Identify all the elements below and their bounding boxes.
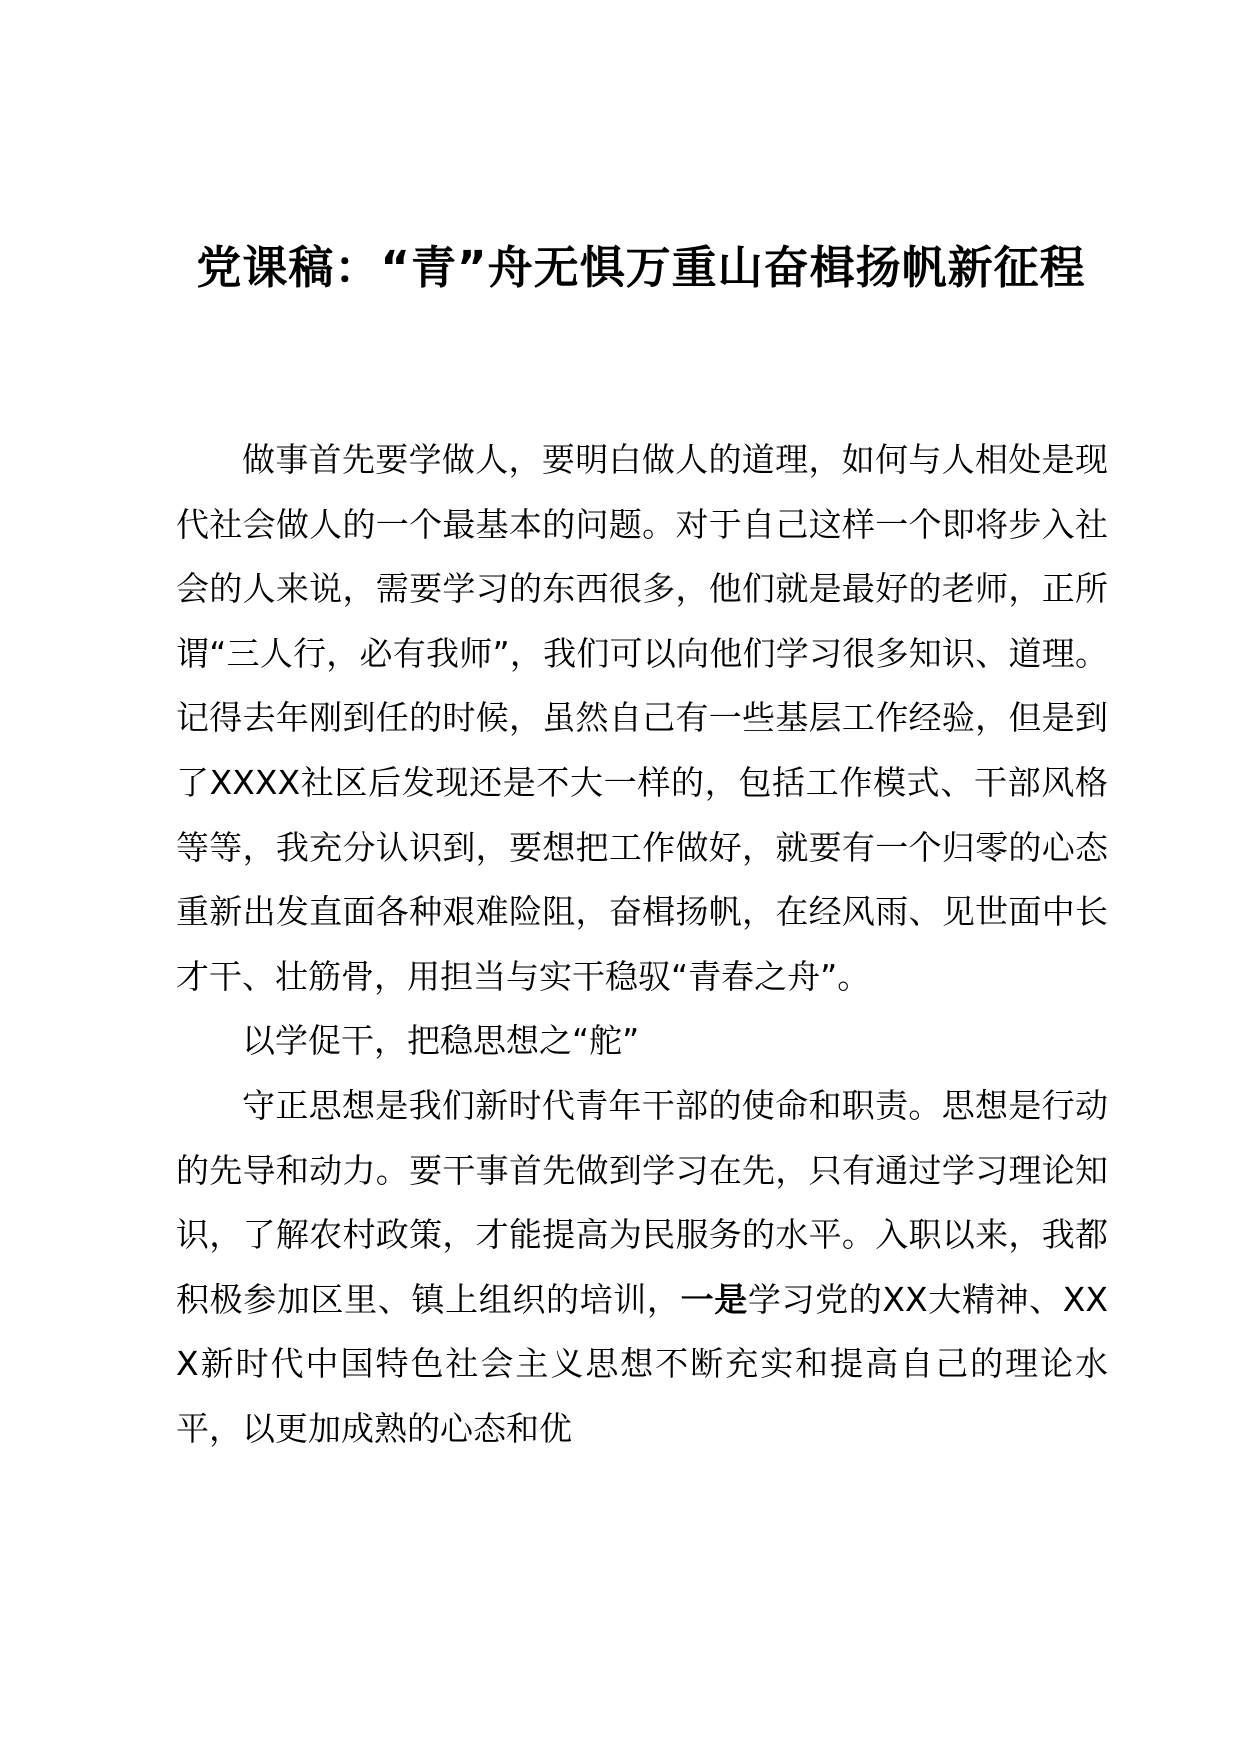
section-heading: 以学促干，把稳思想之“舵”: [242, 1021, 640, 1061]
paragraph-study: [176, 1074, 1108, 1462]
document-body: [176, 428, 1108, 1462]
paragraph-intro: 做事首先要学做人，要明白做人的道理，如何与人相处是现代社会做人的一个最基本的问题。对于自己这样一个即将步入社会的人来说，需要学习的东西很多，他们就是最好的老师，正所谓“三人行，必有我师”，我们可以向他们学习很多知识、道理。记得去年刚到任的时候，虽然自己有一些基层工作经验，但是到了XXXX社区后发现还是不大一样的，包括工作模式、干部风格等等，我充分认识到，要想把工作做好，就要有一个归零的心态重新出发直面各种艰难险阻，奋楫扬帆，在经风雨、见世面中长才干、壮筋骨，用担当与实干稳驭“青春之舟”。: [176, 440, 1108, 996]
paragraph-study-text-start: 守正思想是我们新时代青年干部的使命和职责。思想是行动的先导和动力。要干事首先做到学习在先，只有通过学习理论知识，了解农村政策，才能提高为民服务的水平。入职以来，我都积极参加区里、镇上组织的培训，: [176, 1085, 1108, 1319]
document-title: 党课稿：“青”舟无惧万重山奋楫扬帆新征程: [196, 241, 1086, 294]
enumeration-marker: 一是: [680, 1279, 748, 1319]
paragraph-study-text-end: 学习党的XX大精神、XXX新时代中国特色社会主义思想不断充实和提高自己的理论水平，以更加成熟的心态和优: [176, 1279, 1109, 1448]
